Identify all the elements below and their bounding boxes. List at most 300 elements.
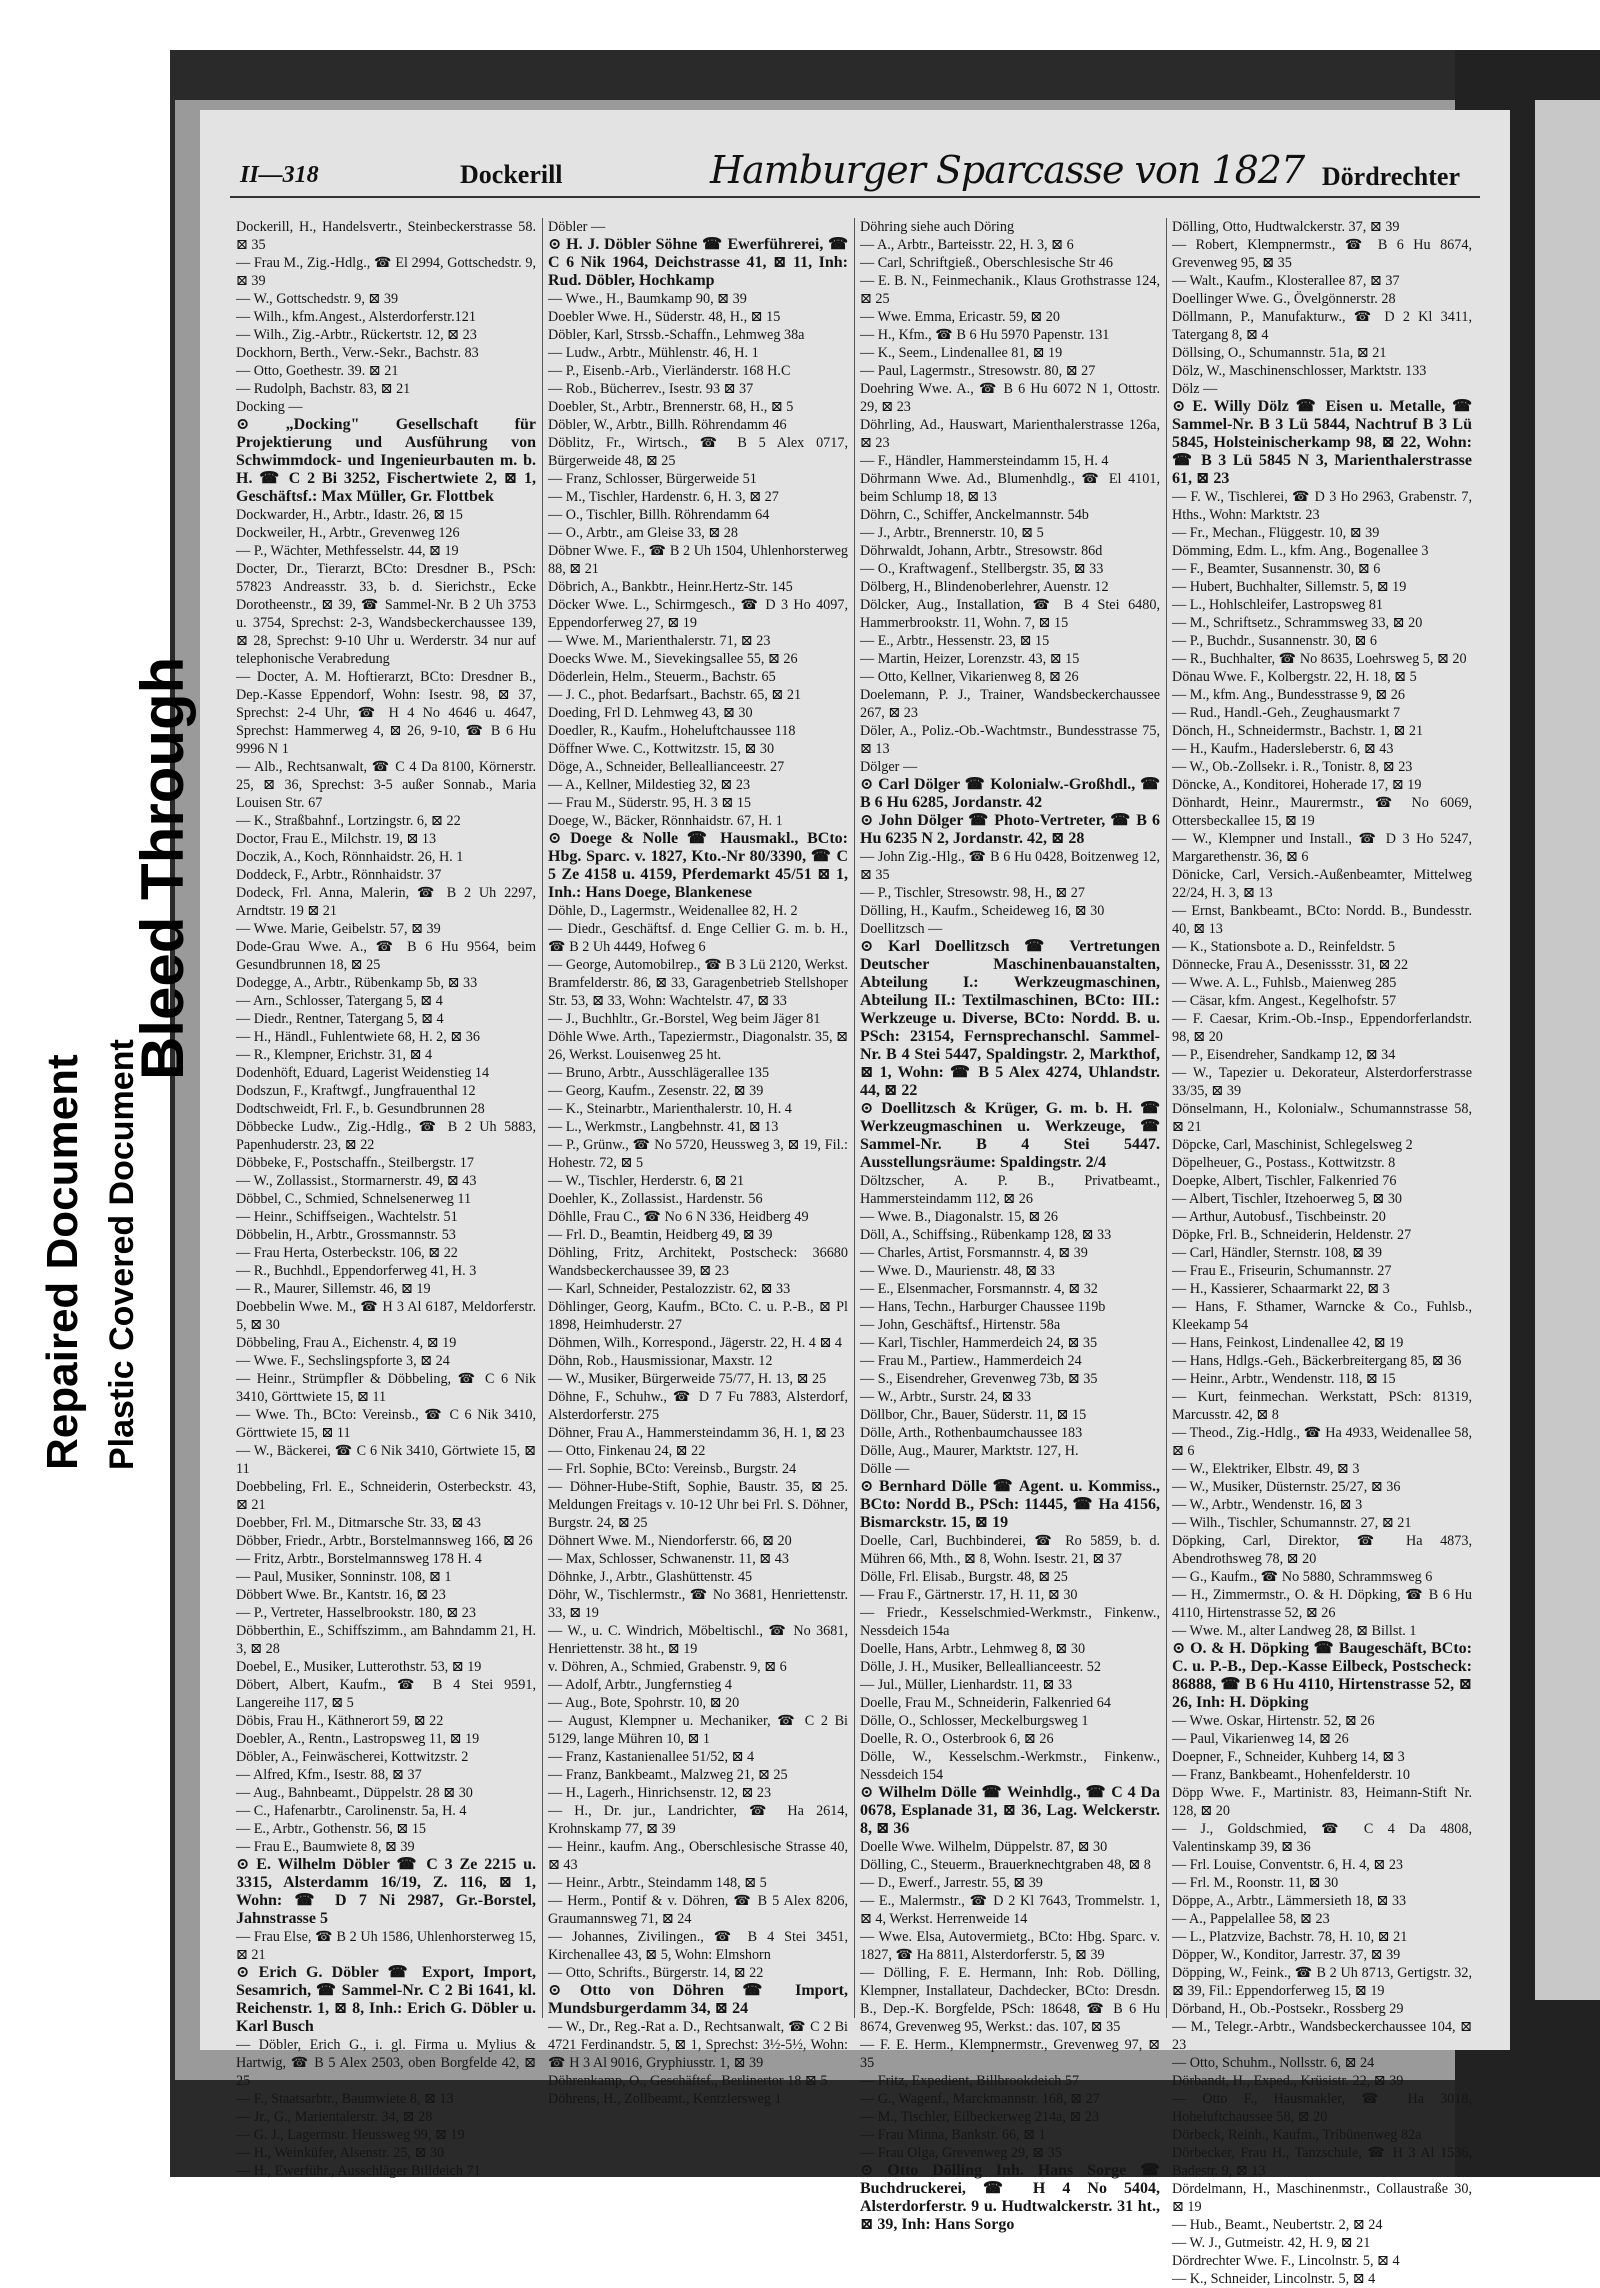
directory-entry: Dölling, H., Kaufm., Scheideweg 16, ⊠ 30 (860, 903, 1105, 919)
directory-entry: — W., Bäckerei, ☎ C 6 Nik 3410, Görtwiete 15, ⊠ 11 (236, 1443, 536, 1477)
directory-entry: Döltzscher, A. P. B., Privatbeamt., Hammersteindamm 112, ⊠ 26 (860, 1173, 1160, 1207)
directory-entry: Döhne, F., Schuhw., ☎ D 7 Fu 7883, Alsterdorf, Alsterdorferstr. 275 (548, 1389, 848, 1423)
directory-entry: ⊙ Otto Dölling Inh. Hans Sorge ☎ Buchdruckerei, ☎ H 4 No 5404, Alsterdorferstr. 9 u. Hudtwalckerstr. 31 ht., ⊠ 39, Inh: Hans Sorgo (860, 2162, 1160, 2233)
directory-entry: Döpcke, Carl, Maschinist, Schlegelsweg 2 (1172, 1137, 1413, 1153)
directory-entry: — Otto, Schuhm., Nollsstr. 6, ⊠ 24 (1172, 2055, 1375, 2071)
directory-entry: Dönselmann, H., Kolonialw., Schumannstrasse 58, ⊠ 21 (1172, 1101, 1472, 1135)
directory-entry: ⊙ Wilhelm Dölle ☎ Weinhdlg., ☎ C 4 Da 0678, Esplanade 31, ⊠ 36, Lag. Welckerstr. 8, ⊠ 36 (860, 1784, 1160, 1837)
directory-entry: — Hans, Hdlgs.-Geh., Bäckerbreitergang 85, ⊠ 36 (1172, 1353, 1462, 1369)
directory-entry: — M., Tischler, Eilbeckerweg 214a, ⊠ 23 (860, 2109, 1100, 2125)
directory-entry: — Wwe. F., Sechslingspforte 3, ⊠ 24 (236, 1353, 450, 1369)
directory-entry: ⊙ H. J. Döbler Söhne ☎ Ewerführerei, ☎ C 6 Nik 1964, Deichstrasse 41, ⊠ 11, Inh: Rud. Döbler, Hochkamp (548, 236, 848, 289)
directory-entry: — John Zig.-Hlg., ☎ B 6 Hu 0428, Boitzenweg 12, ⊠ 35 (860, 849, 1160, 883)
directory-entry: — Wwe. Th., BCto: Vereinsb., ☎ C 6 Nik 3410, Görttwiete 15, ⊠ 11 (236, 1407, 536, 1441)
directory-entry: Dönch, H., Schneidermstr., Bachstr. 1, ⊠ 21 (1172, 723, 1424, 739)
directory-entry: — W., Ob.-Zollsekr. i. R., Tonistr. 8, ⊠ 23 (1172, 759, 1413, 775)
directory-entry: Döler, A., Poliz.-Ob.-Wachtmstr., Bundesstrasse 75, ⊠ 13 (860, 723, 1160, 757)
directory-entry: — Theod., Zig.-Hdlg., ☎ Ha 4933, Weidenallee 58, ⊠ 6 (1172, 1425, 1472, 1459)
directory-entry: Döllmann, P., Manufakturw., ☎ D 2 Kl 3411, Tatergang 8, ⊠ 4 (1172, 309, 1472, 343)
directory-entry: — Frau E., Baumwiete 8, ⊠ 39 (236, 1839, 415, 1855)
directory-entry: — Wwe., H., Baumkamp 90, ⊠ 39 (548, 291, 747, 307)
directory-entry: Doepke, Albert, Tischler, Falkenried 76 (1172, 1173, 1397, 1189)
directory-entry: Dölle, Aug., Maurer, Marktstr. 127, H. (860, 1443, 1079, 1459)
directory-entry: Dockerill, H., Handelsvertr., Steinbeckerstrasse 58. ⊠ 35 (236, 219, 536, 253)
directory-entry: — Martin, Heizer, Lorenzstr. 43, ⊠ 15 (860, 651, 1080, 667)
directory-entry: ⊙ Erich G. Döbler ☎ Export, Import, Sesamrich, ☎ Sammel-Nr. C 2 Bi 1641, kl. Reichenstr. 1, ⊠ 8, Inh.: Erich G. Döbler u. Karl Busch (236, 1964, 536, 2035)
directory-entry: — Hans, Feinkost, Lindenallee 42, ⊠ 19 (1172, 1335, 1404, 1351)
directory-entry: Döpke, Frl. B., Schneiderin, Heldenstr. 27 (1172, 1227, 1412, 1243)
directory-entry: — Franz, Kastanienallee 51/52, ⊠ 4 (548, 1749, 755, 1765)
directory-entry: — K., Straßbahnf., Lortzingstr. 6, ⊠ 22 (236, 813, 461, 829)
directory-entry: Dodenhöft, Eduard, Lagerist Weidenstieg 14 (236, 1065, 490, 1081)
directory-entry: — Adolf, Arbtr., Jungfernstieg 4 (548, 1677, 733, 1693)
directory-entry: — Wwe. D., Maurienstr. 48, ⊠ 33 (860, 1263, 1055, 1279)
directory-entry: — O., Kraftwagenf., Stellbergstr. 35, ⊠ 33 (860, 561, 1104, 577)
directory-entry: — Franz, Bankbeamt., Hohenfelderstr. 10 (1172, 1767, 1410, 1783)
directory-entry: — H., Zimmermstr., O. & H. Döpking, ☎ B 6 Hu 4110, Hirtenstrasse 52, ⊠ 26 (1172, 1587, 1472, 1621)
directory-entry: — P., Eisenb.-Arb., Vierländerstr. 168 H.C (548, 363, 791, 379)
directory-entry: — W. J., Gutmeistr. 42, H. 9, ⊠ 21 (1172, 2235, 1371, 2251)
directory-entry: Döncke, A., Konditorei, Hoherade 17, ⊠ 19 (1172, 777, 1422, 793)
directory-entry: — P., Wächter, Methfesselstr. 44, ⊠ 19 (236, 543, 459, 559)
directory-entry: — Heinr., Arbtr., Wendenstr. 118, ⊠ 15 (1172, 1371, 1396, 1387)
directory-entry: Dömming, Edm. L., kfm. Ang., Bogenallee 3 (1172, 543, 1429, 559)
directory-entry: — Frau F., Gärtnerstr. 17, H. 11, ⊠ 30 (860, 1587, 1078, 1603)
column-divider (1166, 218, 1167, 2018)
directory-entry: Döhle Wwe. Arth., Tapeziermstr., Diagonalstr. 35, ⊠ 26, Werkst. Louisenweg 25 ht. (548, 1029, 848, 1063)
directory-entry: — W., Tischler, Herderstr. 6, ⊠ 21 (548, 1173, 745, 1189)
directory-entry: — Cäsar, kfm. Angest., Kegelhofstr. 57 (1172, 993, 1397, 1009)
directory-entry: — A., Pappelallee 58, ⊠ 23 (1172, 1911, 1330, 1927)
directory-entry: — W., Tapezier u. Dekorateur, Alsterdorferstrasse 33/35, ⊠ 39 (1172, 1065, 1472, 1099)
directory-entry: Dölling, Otto, Hudtwalckerstr. 37, ⊠ 39 (1172, 219, 1400, 235)
directory-entry: — Arn., Schlosser, Tatergang 5, ⊠ 4 (236, 993, 443, 1009)
directory-entry: — Herm., Pontif & v. Döhren, ☎ B 5 Alex 8206, Graumannsweg 71, ⊠ 24 (548, 1893, 848, 1927)
directory-entry: — J., Buchhltr., Gr.-Borstel, Weg beim Jäger 81 (548, 1011, 821, 1027)
directory-entry: — Otto, Schrifts., Bürgerstr. 14, ⊠ 22 (548, 1965, 764, 1981)
directory-entry: Döhrens, H., Zollbeamt., Kentzlersweg 1 (548, 2091, 782, 2107)
directory-entry: Dörbandt, H., Exped., Krüsistr. 22, ⊠ 39 (1172, 2073, 1404, 2089)
directory-entry: Döbberthin, E., Schiffszimm., am Bahndamm 21, H. 3, ⊠ 28 (236, 1623, 536, 1657)
directory-entry: Döhling, Fritz, Architekt, Postscheck: 36680 Wandsbeckerchaussee 39, ⊠ 23 (548, 1245, 848, 1279)
directory-entry: Döderlein, Helm., Steuerm., Bachstr. 65 (548, 669, 776, 685)
directory-entry: — O., Arbtr., am Gleise 33, ⊠ 28 (548, 525, 738, 541)
directory-entry: — P., Eisendreher, Sandkamp 12, ⊠ 34 (1172, 1047, 1396, 1063)
directory-entry: — Robert, Klempnermstr., ☎ B 6 Hu 8674, Grevenweg 95, ⊠ 35 (1172, 237, 1472, 271)
column-2 (548, 218, 848, 2107)
directory-entry: Doebler, St., Arbtr., Brennerstr. 68, H., ⊠ 5 (548, 399, 794, 415)
header-first-entry: Dockerill (460, 160, 563, 189)
directory-entry: Dockwarder, H., Arbtr., Idastr. 26, ⊠ 15 (236, 507, 463, 523)
directory-entry: — Hans, Techn., Harburger Chaussee 119b (860, 1299, 1106, 1315)
directory-entry: Doelemann, P. J., Trainer, Wandsbeckerchaussee 267, ⊠ 23 (860, 687, 1160, 721)
directory-entry: Döhrmann Wwe. Ad., Blumenhdlg., ☎ El 4101, beim Schlump 18, ⊠ 13 (860, 471, 1160, 505)
directory-entry: — Karl, Tischler, Hammerdeich 24, ⊠ 35 (860, 1335, 1098, 1351)
directory-entry: Dörbeck, Reinh., Kaufm., Tribünenweg 82a (1172, 2127, 1422, 2143)
directory-entry: — K., Stationsbote a. D., Reinfeldstr. 5 (1172, 939, 1396, 955)
repaired-document-label: Repaired Document (38, 1054, 87, 1470)
directory-entry: Döbbert Wwe. Br., Kantstr. 16, ⊠ 23 (236, 1587, 446, 1603)
directory-entry: — August, Klempner u. Mechaniker, ☎ C 2 Bi 5129, lange Mühren 10, ⊠ 1 (548, 1713, 848, 1747)
directory-entry: — H., Kaufm., Hadersleberstr. 6, ⊠ 43 (1172, 741, 1394, 757)
directory-entry: Dölle — (860, 1461, 910, 1477)
directory-entry: — R., Maurer, Sillemstr. 46, ⊠ 19 (236, 1281, 431, 1297)
header-last-entry: Dördrechter (1321, 162, 1460, 191)
directory-entry: — Albert, Tischler, Itzehoerweg 5, ⊠ 30 (1172, 1191, 1403, 1207)
directory-entry: — Carl, Schriftgieß., Oberschlesische Str 46 (860, 255, 1113, 271)
directory-entry: Döblitz, Fr., Wirtsch., ☎ B 5 Alex 0717, Bürgerweide 48, ⊠ 25 (548, 435, 848, 469)
directory-entry: Doelle, Carl, Buchbinderei, ☎ Ro 5859, b. d. Mühren 66, Mth., ⊠ 8, Wohn. Isestr. 21, ⊠ 37 (860, 1533, 1160, 1567)
directory-entry: Döhrwaldt, Johann, Arbtr., Stresowstr. 86d (860, 543, 1103, 559)
directory-entry: — John, Geschäftsf., Hirtenstr. 58a (860, 1317, 1061, 1333)
directory-entry: — Bruno, Arbtr., Ausschlägerallee 135 (548, 1065, 770, 1081)
directory-entry: — Otto F., Hausmakler, ☎ Ha 3018, Hoheluftchaussee 58, ⊠ 20 (1172, 2091, 1472, 2125)
directory-entry: — Paul, Vikarienweg 14, ⊠ 26 (1172, 1731, 1349, 1747)
directory-entry: Dölle, Frl. Elisab., Burgstr. 48, ⊠ 25 (860, 1569, 1068, 1585)
directory-entry: — Frau Else, ☎ B 2 Uh 1586, Uhlenhorsterweg 15, ⊠ 21 (236, 1929, 536, 1963)
directory-entry: ⊙ O. & H. Döpking ☎ Baugeschäft, BCto: C. u. P.-B., Dep.-Kasse Eilbeck, Postscheck: 86888, ☎ B 6 Hu 4110, Hirtenstrasse 52, ⊠ 26, Inh: H. Döpking (1172, 1640, 1472, 1711)
directory-entry: ⊙ Otto von Döhren ☎ Import, Mundsburgerdamm 34, ⊠ 24 (548, 1982, 848, 2017)
directory-entry: — E., Elsenmacher, Forsmannstr. 4, ⊠ 32 (860, 1281, 1098, 1297)
directory-entry: Döhrling, Ad., Hauswart, Marienthalerstrasse 126a, ⊠ 23 (860, 417, 1160, 451)
directory-entry: — E., Arbtr., Hessenstr. 23, ⊠ 15 (860, 633, 1050, 649)
directory-entry: Dönnecke, Frau A., Desenissstr. 31, ⊠ 22 (1172, 957, 1409, 973)
directory-entry: Doeding, Frl D. Lehmweg 43, ⊠ 30 (548, 705, 753, 721)
directory-entry: — Georg, Kaufm., Zesenstr. 22, ⊠ 39 (548, 1083, 764, 1099)
directory-entry: Doebbeling, Frl. E., Schneiderin, Osterbeckstr. 43, ⊠ 21 (236, 1479, 536, 1513)
directory-entry: — W., Klempner und Install., ☎ D 3 Ho 5247, Margarethenstr. 36, ⊠ 6 (1172, 831, 1472, 865)
directory-entry: Döllsing, O., Schumannstr. 51a, ⊠ 21 (1172, 345, 1387, 361)
directory-entry: — K., Steinarbtr., Marienthalerstr. 10, H. 4 (548, 1101, 792, 1117)
directory-entry: — Heinr., Arbtr., Steindamm 148, ⊠ 5 (548, 1875, 767, 1891)
directory-entry: — Heinr., Strümpfler & Döbbeling, ☎ C 6 Nik 3410, Görttwiete 15, ⊠ 11 (236, 1371, 536, 1405)
directory-entry: — Wwe. A. L., Fuhlsb., Maienweg 285 (1172, 975, 1397, 991)
directory-entry: v. Döhren, A., Schmied, Grabenstr. 9, ⊠ 6 (548, 1659, 787, 1675)
directory-entry: — W., Elektriker, Elbstr. 49, ⊠ 3 (1172, 1461, 1360, 1477)
directory-entry: — Heinr., Schiffseigen., Wachtelstr. 51 (236, 1209, 458, 1225)
directory-entry: Döllbor, Chr., Bauer, Süderstr. 11, ⊠ 15 (860, 1407, 1087, 1423)
directory-entry: Döhn, Rob., Hausmissionar, Maxstr. 12 (548, 1353, 773, 1369)
directory-entry: Döbbel, C., Schmied, Schnelsenerweg 11 (236, 1191, 472, 1207)
directory-entry: — F., Beamter, Susannenstr. 30, ⊠ 6 (1172, 561, 1381, 577)
directory-entry: Döbner Wwe. F., ☎ B 2 Uh 1504, Uhlenhorsterweg 88, ⊠ 21 (548, 543, 848, 577)
directory-entry: ⊙ E. Willy Dölz ☎ Eisen u. Metalle, ☎ Sammel-Nr. B 3 Lü 5844, Nachtruf B 3 Lü 5845, Holsteinischerkamp 98, ⊠ 22, Wohn: ☎ B 3 Lü 5845 N 3, Marienthalerstrasse 61, ⊠ 23 (1172, 398, 1472, 487)
directory-entry: — F., Staatsarbtr., Baumwiete 8, ⊠ 13 (236, 2091, 454, 2107)
directory-entry: — D., Ewerf., Jarrestr. 55, ⊠ 39 (860, 1875, 1043, 1891)
directory-entry: Döhlinger, Georg, Kaufm., BCto. C. u. P.-B., ⊠ Pl 1898, Heimhuderstr. 27 (548, 1299, 848, 1333)
directory-entry: — A., Arbtr., Barteisstr. 22, H. 3, ⊠ 6 (860, 237, 1074, 253)
directory-entry: Döhmen, Wilh., Korrespond., Jägerstr. 22, H. 4 ⊠ 4 (548, 1335, 842, 1351)
directory-entry: — Dölling, F. E. Hermann, Inh: Rob. Dölling, Klempner, Installateur, Dachdecker, BCto: Dresdn. B., Dep.-K. Borgfelde, PSch: 18648, ☎ B 6 Hu 8674, Grevenweg 95, Werkst.: das. 107, ⊠ 35 (860, 1965, 1160, 2035)
directory-entry: Döbrich, A., Bankbtr., Heinr.Hertz-Str. 145 (548, 579, 793, 595)
directory-entry: Dodegge, A., Arbtr., Rübenkamp 5b, ⊠ 33 (236, 975, 478, 991)
column-4 (1172, 218, 1472, 2287)
directory-entry: — W., Arbtr., Surstr. 24, ⊠ 33 (860, 1389, 1032, 1405)
directory-entry: Doellitzsch — (860, 921, 943, 937)
directory-entry: Döpking, Carl, Direktor, ☎ Ha 4873, Abendrothsweg 78, ⊠ 20 (1172, 1533, 1472, 1567)
directory-entry: Döpping, W., Feink., ☎ B 2 Uh 8713, Gertigstr. 32, ⊠ 39, Fil.: Eppendorferweg 15, ⊠ 19 (1172, 1965, 1472, 1999)
directory-entry: Dölger — (860, 759, 918, 775)
directory-entry: Dölz, W., Maschinenschlosser, Marktstr. 133 (1172, 363, 1427, 379)
directory-entry: — Frl. Sophie, BCto: Vereinsb., Burgstr. 24 (548, 1461, 797, 1477)
directory-entry: Döbbecke Ludw., Zig.-Hdlg., ☎ B 2 Uh 5883, Papenhuderstr. 23, ⊠ 22 (236, 1119, 536, 1153)
directory-entry: Döbler — (548, 219, 606, 235)
directory-entry: Doebbelin Wwe. M., ☎ H 3 Al 6187, Meldorferstr. 5, ⊠ 30 (236, 1299, 536, 1333)
directory-entry: — W., u. C. Windrich, Möbeltischl., ☎ No 3681, Henriettenstr. 38 ht., ⊠ 19 (548, 1623, 848, 1657)
directory-entry: Döhnert Wwe. M., Niendorferstr. 66, ⊠ 20 (548, 1533, 792, 1549)
directory-entry: — Fr., Mechan., Flüggestr. 10, ⊠ 39 (1172, 525, 1380, 541)
directory-entry: — Johannes, Zivilingen., ☎ B 4 Stei 3451, Kirchenallee 43, ⊠ 5, Wohn: Elmshorn (548, 1929, 848, 1963)
directory-entry: Doehler, K., Zollassist., Hardenstr. 56 (548, 1191, 763, 1207)
columns (236, 218, 1476, 2287)
directory-entry: ⊙ Carl Dölger ☎ Kolonialw.-Großhdl., ☎ B 6 Hu 6285, Jordanstr. 42 (860, 776, 1160, 811)
directory-entry: — J. C., phot. Bedarfsart., Bachstr. 65, ⊠ 21 (548, 687, 802, 703)
directory-entry: Dönau Wwe. F., Kolbergstr. 22, H. 18, ⊠ 5 (1172, 669, 1417, 685)
directory-entry: — Otto, Finkenau 24, ⊠ 22 (548, 1443, 706, 1459)
directory-entry: Doepner, F., Schneider, Kuhberg 14, ⊠ 3 (1172, 1749, 1405, 1765)
directory-entry: Döbler, W., Arbtr., Billh. Röhrendamm 46 (548, 417, 787, 433)
directory-entry: — H., Kfm., ☎ B 6 Hu 5970 Papenstr. 131 (860, 327, 1110, 343)
directory-entry: Döpp Wwe. F., Martinistr. 83, Heimann-Stift Nr. 128, ⊠ 20 (1172, 1785, 1472, 1819)
directory-entry: — J., Goldschmied, ☎ C 4 Da 4808, Valentinskamp 39, ⊠ 36 (1172, 1821, 1472, 1855)
directory-entry: Dodtschweidt, Frl. F., b. Gesundbrunnen 28 (236, 1101, 485, 1117)
directory-entry: — O., Tischler, Billh. Röhrendamm 64 (548, 507, 770, 523)
directory-entry: Docter, Dr., Tierarzt, BCto: Dresdner B., PSch: 57823 Andreasstr. 33, b. d. Sierichstr., Ecke Dorotheenstr., ⊠ 39, ☎ Sammel-Nr. B 2 Uh 3753 u. 3754, Sprechst: 2-3, Wandsbeckerchaussee 139, ⊠ 28, Sprechst: 9-10 Uhr u. Werderstr. 34 nur auf telephonische Verabredung (236, 561, 536, 667)
directory-entry: — Hubert, Buchhalter, Sillemstr. 5, ⊠ 19 (1172, 579, 1407, 595)
directory-entry: — P., Tischler, Stresowstr. 98, H., ⊠ 27 (860, 885, 1085, 901)
directory-entry: Döhnke, J., Arbtr., Glashüttenstr. 45 (548, 1569, 753, 1585)
directory-entry: ⊙ E. Wilhelm Döbler ☎ C 3 Ze 2215 u. 3315, Alsterdamm 16/19, Z. 116, ⊠ 1, Wohn: ☎ D 7 Ni 2987, Gr.-Borstel, Jahnstrasse 5 (236, 1856, 536, 1927)
directory-entry: Doecks Wwe. M., Sievekingsallee 55, ⊠ 26 (548, 651, 798, 667)
directory-entry: — Alb., Rechtsanwalt, ☎ C 4 Da 8100, Körnerstr. 25, ⊠ 36, Sprechst: 3-5 außer Sonnab., Maria Louisen Str. 67 (236, 759, 536, 811)
directory-entry: — C., Hafenarbtr., Carolinenstr. 5a, H. 4 (236, 1803, 467, 1819)
directory-entry: — Diedr., Geschäftsf. d. Enge Cellier G. m. b. H., ☎ B 2 Uh 4449, Hofweg 6 (548, 921, 848, 955)
directory-entry: — Walt., Kaufm., Klosterallee 87, ⊠ 37 (1172, 273, 1400, 289)
directory-entry: — Döhner-Hube-Stift, Sophie, Baustr. 35, ⊠ 25. Meldungen Freitags v. 10-12 Uhr bei Frl. S. Döhner, Burgstr. 24, ⊠ 25 (548, 1479, 848, 1531)
directory-entry: — Friedr., Kesselschmied-Werkmstr., Finkenw., Nessdeich 154a (860, 1605, 1160, 1639)
directory-entry: Doedler, R., Kaufm., Hoheluftchaussee 118 (548, 723, 796, 739)
directory-entry: — M., Schriftsetz., Schrammsweg 33, ⊠ 20 (1172, 615, 1423, 631)
directory-entry: — W., Musiker, Bürgerweide 75/77, H. 13, ⊠ 25 (548, 1371, 827, 1387)
directory-entry: Doebber, Frl. M., Ditmarsche Str. 33, ⊠ 43 (236, 1515, 481, 1531)
directory-entry: — Docter, A. M. Hoftierarzt, BCto: Dresdner B., Dep.-Kasse Eppendorf, Wohn: Isestr. 98, ⊠ 37, Sprechst: 2-4 Uhr, ☎ H 4 No 4646 u. 4647, Sprechst: Hammerweg 4, ⊠ 26, 9-10, ☎ B 6 Hu 9996 N 1 (236, 669, 536, 757)
directory-entry: — Ernst, Bankbeamt., BCto: Nordd. B., Bundesstr. 40, ⊠ 13 (1172, 903, 1472, 937)
directory-entry: Döbber, Friedr., Arbtr., Borstelmannsweg 166, ⊠ 26 (236, 1533, 533, 1549)
directory-entry: — A., Kellner, Mildestieg 32, ⊠ 23 (548, 777, 751, 793)
directory-entry: — Paul, Musiker, Sonninstr. 108, ⊠ 1 (236, 1569, 452, 1585)
directory-entry: — Rud., Handl.-Geh., Zeughausmarkt 7 (1172, 705, 1401, 721)
directory-entry: — Rudolph, Bachstr. 83, ⊠ 21 (236, 381, 411, 397)
directory-entry: Dodeck, Frl. Anna, Malerin, ☎ B 2 Uh 2297, Arndtstr. 19 ⊠ 21 (236, 885, 536, 919)
directory-entry: Dördrechter Wwe. F., Lincolnstr. 5, ⊠ 4 (1172, 2253, 1400, 2269)
directory-entry: ⊙ John Dölger ☎ Photo-Vertreter, ☎ B 6 Hu 6235 N 2, Jordanstr. 42, ⊠ 28 (860, 812, 1160, 847)
directory-entry: — P., Grünw., ☎ No 5720, Heussweg 3, ⊠ 19, Fil.: Hohestr. 72, ⊠ 5 (548, 1137, 848, 1171)
directory-entry: Dölle, Arth., Rothenbaumchaussee 183 (860, 1425, 1083, 1441)
directory-entry: Döhner, Frau A., Hammersteindamm 36, H. 1, ⊠ 23 (548, 1425, 845, 1441)
directory-entry: Doellinger Wwe. G., Övelgönnerstr. 28 (1172, 291, 1396, 307)
directory-entry: — E., Malermstr., ☎ D 2 Kl 7643, Trommelstr. 1, ⊠ 4, Werkst. Herrenweide 14 (860, 1893, 1160, 1927)
directory-entry: — Fritz, Expedient, Billbrookdeich 57 (860, 2073, 1080, 2089)
plastic-covered-label: Plastic Covered Document (103, 1039, 141, 1470)
top-margin (0, 0, 1600, 45)
directory-entry: Doebler Wwe. H., Süderstr. 48, H., ⊠ 15 (548, 309, 781, 325)
directory-entry: — H., Kassierer, Schaarmarkt 22, ⊠ 3 (1172, 1281, 1390, 1297)
directory-entry: — Charles, Artist, Forsmannstr. 4, ⊠ 39 (860, 1245, 1088, 1261)
directory-entry: — Alfred, Kfm., Isestr. 88, ⊠ 37 (236, 1767, 422, 1783)
directory-entry: — E., Arbtr., Gothenstr. 56, ⊠ 15 (236, 1821, 427, 1837)
directory-entry: — K., Schneider, Lincolnstr. 5, ⊠ 4 (1172, 2271, 1376, 2287)
directory-entry: — W., Dr., Reg.-Rat a. D., Rechtsanwalt, ☎ C 2 Bi 4721 Ferdinandstr. 5, ⊠ 1, Sprechst: 3½-5½, Wohn: ☎ H 3 Al 9016, Gryphiusstr. 1, ⊠ 39 (548, 2019, 848, 2071)
directory-entry: Dönhardt, Heinr., Maurermstr., ☎ No 6069, Ottersbeckallee 15, ⊠ 19 (1172, 795, 1472, 829)
directory-entry: — Aug., Bahnbeamt., Düppelstr. 28 ⊠ 30 (236, 1785, 473, 1801)
directory-entry: Dörband, H., Ob.-Postsekr., Rossberg 29 (1172, 2001, 1404, 2017)
directory-entry: Doctor, Frau E., Milchstr. 19, ⊠ 13 (236, 831, 437, 847)
directory-entry: — Döbler, Erich G., i. gl. Firma u. Mylius & Hartwig, ☎ B 5 Alex 2503, oben Borgfelde 42, ⊠ 25 (236, 2037, 536, 2089)
directory-entry: Döppe, A., Arbtr., Lämmersieth 18, ⊠ 33 (1172, 1893, 1407, 1909)
directory-entry: — P., Buchdr., Susannenstr. 30, ⊠ 6 (1172, 633, 1378, 649)
directory-entry: — F., Händler, Hammersteindamm 15, H. 4 (860, 453, 1109, 469)
directory-entry: — Otto, Kellner, Vikarienweg 8, ⊠ 26 (860, 669, 1079, 685)
directory-entry: — Frl. Louise, Conventstr. 6, H. 4, ⊠ 23 (1172, 1857, 1404, 1873)
directory-entry: — Wwe. Emma, Ericastr. 59, ⊠ 20 (860, 309, 1060, 325)
directory-entry: — Wwe. M., alter Landweg 28, ⊠ Billst. 1 (1172, 1623, 1417, 1639)
directory-entry: Doddeck, F., Arbtr., Rönnhaidstr. 37 (236, 867, 442, 883)
bleed-through-label: Bleed Through (129, 656, 196, 1080)
directory-entry: — Fritz, Arbtr., Borstelmannsweg 178 H. 4 (236, 1551, 482, 1567)
directory-entry: Doege, W., Bäcker, Rönnhaidstr. 67, H. 1 (548, 813, 783, 829)
directory-entry: — Heinr., kaufm. Ang., Oberschlesische Strasse 40, ⊠ 43 (548, 1839, 848, 1873)
directory-entry: — Carl, Händler, Sternstr. 108, ⊠ 39 (1172, 1245, 1382, 1261)
directory-entry: — Frau Olga, Grevenweg 29, ⊠ 35 (860, 2145, 1062, 2161)
page-number: II—318 (240, 162, 319, 188)
directory-entry: — L., Werkmstr., Langbehnstr. 41, ⊠ 13 (548, 1119, 779, 1135)
directory-entry: Doebler, A., Rentn., Lastropsweg 11, ⊠ 19 (236, 1731, 480, 1747)
directory-entry: — Wwe. Oskar, Hirtenstr. 52, ⊠ 26 (1172, 1713, 1375, 1729)
directory-entry: Döbler, A., Feinwäscherei, Kottwitzstr. 2 (236, 1749, 469, 1765)
directory-entry: — Otto, Goethestr. 39. ⊠ 21 (236, 363, 399, 379)
directory-entry: Dörbecker, Frau H., Tanzschule, ☎ H 3 Al 1536, Badestr. 9, ⊠ 13 (1172, 2145, 1472, 2179)
column-1 (236, 218, 536, 2179)
directory-entry: — E. B. N., Feinmechanik., Klaus Grothstrasse 124, ⊠ 25 (860, 273, 1160, 307)
directory-entry: — Frau E., Friseurin, Schumannstr. 27 (1172, 1263, 1392, 1279)
directory-entry: — Hans, F. Sthamer, Warncke & Co., Fuhlsb., Kleekamp 54 (1172, 1299, 1472, 1333)
directory-entry: — W., Musiker, Düsternstr. 25/27, ⊠ 36 (1172, 1479, 1401, 1495)
directory-entry: Doelle, Frau M., Schneiderin, Falkenried 64 (860, 1695, 1111, 1711)
directory-entry: — L., Platzvize, Bachstr. 78, H. 10, ⊠ 21 (1172, 1929, 1408, 1945)
directory-entry: — Frau M., Zig.-Hdlg., ☎ El 2994, Gottschedstr. 9, ⊠ 39 (236, 255, 536, 289)
directory-entry: Döhrn, C., Schiffer, Anckelmannstr. 54b (860, 507, 1089, 523)
directory-entry: ⊙ Karl Doellitzsch ☎ Vertretungen Deutscher Maschinenbauanstalten, Abteilung I.: Werkzeugmaschinen, Abteilung II.: Textilmaschinen, BCto: III.: Werkzeuge u. Diverse, BCto: Nordd. B. u. PSch: 23154, Fernsprechanschl. Sammel-Nr. B 4 Stei 5447, Spaldingstr. 2, Markthof, ⊠ 1, Wohn: ☎ B 5 Alex 4274, Uhlandstr. 44, ⊠ 22 (860, 938, 1160, 1099)
directory-entry: Döbbelin, H., Arbtr., Grossmannstr. 53 (236, 1227, 456, 1243)
directory-entry: Döhrenkamp, O., Geschäftsf., Berlinertor 18 ⊠ 5 (548, 2073, 828, 2089)
directory-entry: — Jul., Müller, Lienhardstr. 11, ⊠ 33 (860, 1677, 1073, 1693)
directory-entry: — Rob., Bücherrev., Isestr. 93 ⊠ 37 (548, 381, 754, 397)
directory-entry: Dockhorn, Berth., Verw.-Sekr., Bachstr. 83 (236, 345, 479, 361)
directory-entry: — George, Automobilrep., ☎ B 3 Lü 2120, Werkst. Bramfelderstr. 86, ⊠ 33, Garagenbetrieb Stellshoper Str. 53, ⊠ 33, Wohn: Wachtelstr. 47, ⊠ 33 (548, 957, 848, 1009)
directory-entry: Doehring Wwe. A., ☎ B 6 Hu 6072 N 1, Ottostr. 29, ⊠ 23 (860, 381, 1160, 415)
next-page-edge (1535, 100, 1600, 2000)
directory-entry: ⊙ „Docking" Gesellschaft für Projektierung und Ausführung von Schwimmdock- und Ingenieurbauten m. b. H. ☎ C 2 Bi 3252, Fischertwiete 2, ⊠ 1, Geschäftsf.: Max Müller, Gr. Flottbek (236, 416, 536, 505)
directory-entry: Döffner Wwe. C., Kottwitzstr. 15, ⊠ 30 (548, 741, 775, 757)
directory-entry: — Wwe. B., Diagonalstr. 15, ⊠ 26 (860, 1209, 1059, 1225)
directory-entry: ⊙ Bernhard Dölle ☎ Agent. u. Kommiss., BCto: Nordd B., PSch: 11445, ☎ Ha 4156, Bismarckstr. 15, ⊠ 19 (860, 1478, 1160, 1531)
directory-entry: — H., Ewerführ., Ausschläger Billdeich 71 (236, 2163, 481, 2179)
directory-entry: Döhle, D., Lagermstr., Weidenallee 82, H. 2 (548, 903, 798, 919)
column-3 (860, 218, 1160, 2233)
directory-entry: — W., Gottschedstr. 9, ⊠ 39 (236, 291, 399, 307)
directory-entry: Dode-Grau Wwe. A., ☎ B 6 Hu 9564, beim Gesundbrunnen 18, ⊠ 25 (236, 939, 536, 973)
directory-entry: — P., Vertreter, Hasselbrookstr. 180, ⊠ 23 (236, 1605, 476, 1621)
directory-entry: Dördelmann, H., Maschinenmstr., Collaustraße 30, ⊠ 19 (1172, 2181, 1472, 2215)
directory-entry: — Wilh., Tischler, Schumannstr. 27, ⊠ 21 (1172, 1515, 1412, 1531)
directory-entry: — Frl. D., Beamtin, Heidberg 49, ⊠ 39 (548, 1227, 773, 1243)
directory-entry: — Frau Minna, Bankstr. 66, ⊠ 1 (860, 2127, 1046, 2143)
directory-entry: — G., Wagenf., Marckmannstr. 168, ⊠ 27 (860, 2091, 1100, 2107)
directory-entry: — Kurt, feinmechan. Werkstatt, PSch: 81319, Marcusstr. 42, ⊠ 8 (1172, 1389, 1472, 1423)
column-divider (542, 218, 543, 2018)
directory-entry: — G. J., Lagermstr. Heussweg 99, ⊠ 19 (236, 2127, 465, 2143)
directory-entry: Dönicke, Carl, Versich.-Außenbeamter, Mittelweg 22/24, H. 3, ⊠ 13 (1172, 867, 1472, 901)
directory-entry: — F. Caesar, Krim.-Ob.-Insp., Eppendorferlandstr. 98, ⊠ 20 (1172, 1011, 1472, 1045)
directory-entry: — Karl, Schneider, Pestalozzistr. 62, ⊠ 33 (548, 1281, 791, 1297)
directory-entry: Doelle Wwe. Wilhelm, Düppelstr. 87, ⊠ 30 (860, 1839, 1108, 1855)
directory-entry: Döge, A., Schneider, Belleallianceestr. 27 (548, 759, 785, 775)
directory-entry: Döhring siehe auch Döring (860, 219, 1015, 235)
directory-entry: — K., Seem., Lindenallee 81, ⊠ 19 (860, 345, 1063, 361)
directory-entry: — Wwe. M., Marienthalerstr. 71, ⊠ 23 (548, 633, 771, 649)
directory-entry: — F. W., Tischlerei, ☎ D 3 Ho 2963, Grabenstr. 7, Hths., Wohn: Marktstr. 23 (1172, 489, 1472, 523)
directory-entry: Dockweiler, H., Arbtr., Grevenweg 126 (236, 525, 460, 541)
directory-entry: ⊙ Doellitzsch & Krüger, G. m. b. H. ☎ Werkzeugmaschinen u. Werkzeuge, ☎ Sammel-Nr. B 4 Stei 5447. Ausstellungsräume: Spaldingstr. 2/4 (860, 1100, 1160, 1171)
directory-entry: — S., Eisendreher, Grevenweg 73b, ⊠ 35 (860, 1371, 1098, 1387)
directory-entry: Döll, A., Schiffsing., Rübenkamp 128, ⊠ 33 (860, 1227, 1112, 1243)
directory-entry: — F. E. Herm., Klempnermstr., Grevenweg 97, ⊠ 35 (860, 2037, 1160, 2071)
directory-entry: Döbert, Albert, Kaufm., ☎ B 4 Stei 9591, Langereihe 117, ⊠ 5 (236, 1677, 536, 1711)
directory-entry: Döbler, Karl, Strssb.-Schaffn., Lehmweg 38a (548, 327, 805, 343)
directory-entry: Döhr, W., Tischlermstr., ☎ No 3681, Henriettenstr. 33, ⊠ 19 (548, 1587, 848, 1621)
label-strip (0, 0, 196, 2177)
directory-entry: Dodszun, F., Kraftwgf., Jungfrauenthal 12 (236, 1083, 476, 1099)
directory-entry: — M., kfm. Ang., Bundesstrasse 9, ⊠ 26 (1172, 687, 1405, 703)
directory-entry: — H., Lagerh., Hinrichsenstr. 12, ⊠ 23 (548, 1785, 772, 1801)
directory-entry: Doebel, E., Musiker, Lutterothstr. 53, ⊠ 19 (236, 1659, 482, 1675)
directory-entry: Döbis, Frau H., Käthnerort 59, ⊠ 22 (236, 1713, 444, 1729)
directory-entry: — Frl. M., Roonstr. 11, ⊠ 30 (1172, 1875, 1339, 1891)
directory-entry: — Wwe. Marie, Geibelstr. 57, ⊠ 39 (236, 921, 441, 937)
directory-entry: — Frau M., Süderstr. 95, H. 3 ⊠ 15 (548, 795, 752, 811)
directory-entry: — L., Hohlschleifer, Lastropsweg 81 (1172, 597, 1384, 613)
page-header (230, 140, 1480, 198)
sparcasse-logo: Hamburger Sparcasse von 1827 (710, 148, 1305, 192)
directory-entry: — H., Dr. jur., Landrichter, ☎ Ha 2614, Krohnskamp 77, ⊠ 39 (548, 1803, 848, 1837)
directory-entry: — R., Buchhalter, ☎ No 8635, Loehrsweg 5, ⊠ 20 (1172, 651, 1467, 667)
directory-entry: Döpper, W., Konditor, Jarrestr. 37, ⊠ 39 (1172, 1947, 1401, 1963)
directory-entry: — J., Arbtr., Brennerstr. 10, ⊠ 5 (860, 525, 1044, 541)
directory-entry: — Franz, Bankbeamt., Malzweg 21, ⊠ 25 (548, 1767, 788, 1783)
directory-entry: Döbbeke, F., Postschaffn., Steilbergstr. 17 (236, 1155, 474, 1171)
directory-entry: — H., Händl., Fuhlentwiete 68, H. 2, ⊠ 36 (236, 1029, 480, 1045)
directory-entry: Dölle, J. H., Musiker, Belleallianceestr. 52 (860, 1659, 1101, 1675)
directory-entry: Döpelheuer, G., Postass., Kottwitzstr. 8 (1172, 1155, 1396, 1171)
directory-entry: Doczik, A., Koch, Rönnhaidstr. 26, H. 1 (236, 849, 464, 865)
directory-entry: — Wwe. Elsa, Autovermietg., BCto: Hbg. Sparc. v. 1827, ☎ Ha 8811, Alsterdorferstr. 5, ⊠ 39 (860, 1929, 1160, 1963)
directory-entry: Doelle, Hans, Arbtr., Lehmweg 8, ⊠ 30 (860, 1641, 1086, 1657)
directory-entry: — Wilh., kfm.Angest., Alsterdorferstr.121 (236, 309, 476, 325)
directory-entry: Dölling, C., Steuerm., Brauerknechtgraben 48, ⊠ 8 (860, 1857, 1151, 1873)
directory-entry: — Jr., G., Marientalerstr. 34, ⊠ 28 (236, 2109, 433, 2125)
directory-entry: — Arthur, Autobusf., Tischbeinstr. 20 (1172, 1209, 1386, 1225)
directory-entry: Döhlle, Frau C., ☎ No 6 N 336, Heidberg 49 (548, 1209, 809, 1225)
